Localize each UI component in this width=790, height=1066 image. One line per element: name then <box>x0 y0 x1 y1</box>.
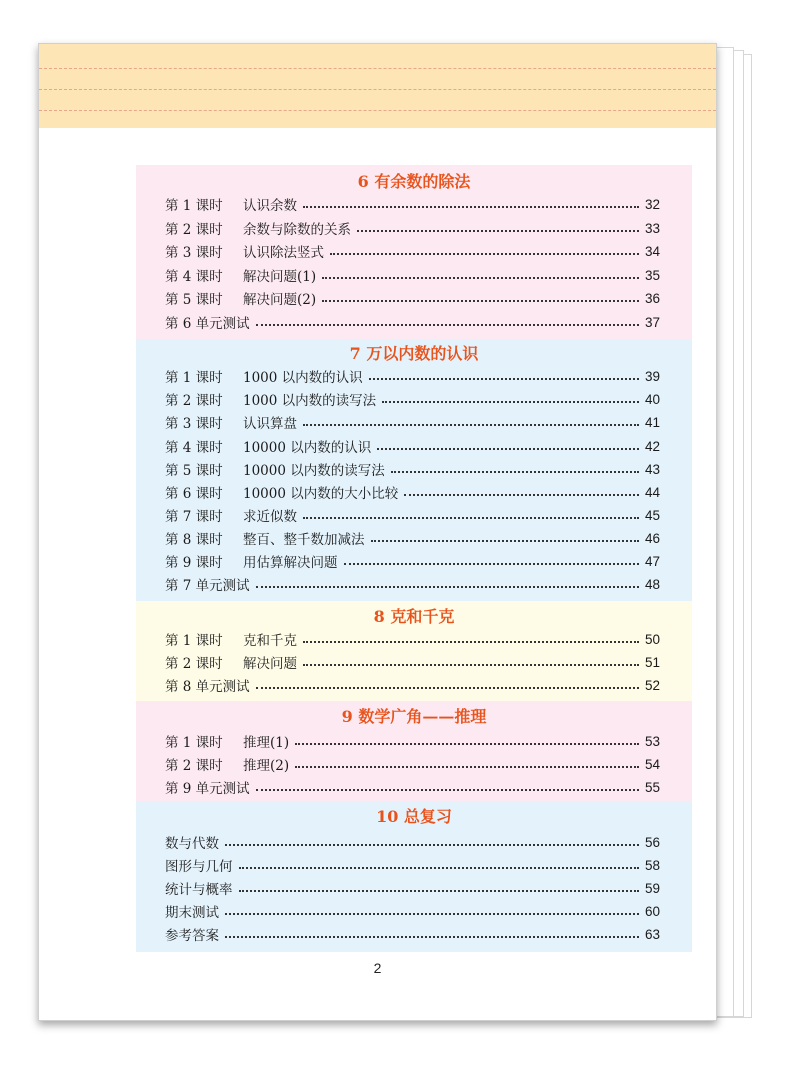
toc-row[interactable]: 统计与概率 59 <box>165 880 660 898</box>
toc-section <box>136 801 692 952</box>
toc-row[interactable]: 图形与几何 58 <box>165 857 660 875</box>
toc-row[interactable]: 第 3 课时 认识除法竖式 34 <box>165 243 660 261</box>
page-number: 2 <box>373 960 382 976</box>
toc-row[interactable]: 第 8 单元测试 52 <box>165 677 660 695</box>
toc-section <box>136 165 692 339</box>
toc-row[interactable]: 第 3 课时 认识算盘 41 <box>165 414 660 432</box>
toc-row[interactable]: 第 2 课时 余数与除数的关系 33 <box>165 220 660 238</box>
toc-row[interactable]: 数与代数 56 <box>165 834 660 852</box>
toc-row[interactable]: 第 9 单元测试 55 <box>165 779 660 797</box>
toc-row[interactable]: 第 6 课时 10000 以内数的大小比较 44 <box>165 484 660 502</box>
toc-row[interactable]: 第 1 课时 1000 以内数的认识 39 <box>165 368 660 386</box>
toc-row[interactable]: 第 1 课时 推理(1) 53 <box>165 733 660 751</box>
toc-row[interactable]: 第 5 课时 10000 以内数的读写法 43 <box>165 461 660 479</box>
section-title: 8 克和千克 <box>373 607 455 626</box>
toc-row[interactable]: 第 1 课时 认识余数 32 <box>165 196 660 214</box>
section-title: 10 总复习 <box>376 807 452 826</box>
ruled-line <box>39 89 716 90</box>
toc-row[interactable]: 期末测试 60 <box>165 903 660 921</box>
toc-row[interactable]: 第 7 单元测试 48 <box>165 576 660 594</box>
header-band <box>39 44 716 128</box>
toc-row[interactable]: 第 7 课时 求近似数 45 <box>165 507 660 525</box>
toc-row[interactable]: 第 2 课时 解决问题 51 <box>165 654 660 672</box>
toc-section <box>136 339 692 601</box>
toc-section <box>136 601 692 701</box>
toc-row[interactable]: 参考答案 63 <box>165 926 660 944</box>
toc-row[interactable]: 第 6 单元测试 37 <box>165 314 660 332</box>
ruled-line <box>39 68 716 69</box>
toc-row[interactable]: 第 2 课时 1000 以内数的读写法 40 <box>165 391 660 409</box>
toc-row[interactable]: 第 8 课时 整百、整千数加减法 46 <box>165 530 660 548</box>
toc-row[interactable]: 第 1 课时 克和千克 50 <box>165 631 660 649</box>
section-title: 9 数学广角——推理 <box>341 707 487 726</box>
section-title: 7 万以内数的认识 <box>349 344 479 363</box>
toc-row[interactable]: 第 9 课时 用估算解决问题 47 <box>165 553 660 571</box>
ruled-line <box>39 110 716 111</box>
toc-row[interactable]: 第 5 课时 解决问题(2) 36 <box>165 290 660 308</box>
toc-row[interactable]: 第 2 课时 推理(2) 54 <box>165 756 660 774</box>
book-page <box>38 43 717 1021</box>
toc-row[interactable]: 第 4 课时 10000 以内数的认识 42 <box>165 438 660 456</box>
section-title: 6 有余数的除法 <box>357 172 471 191</box>
toc-section <box>136 701 692 801</box>
toc-row[interactable]: 第 4 课时 解决问题(1) 35 <box>165 267 660 285</box>
